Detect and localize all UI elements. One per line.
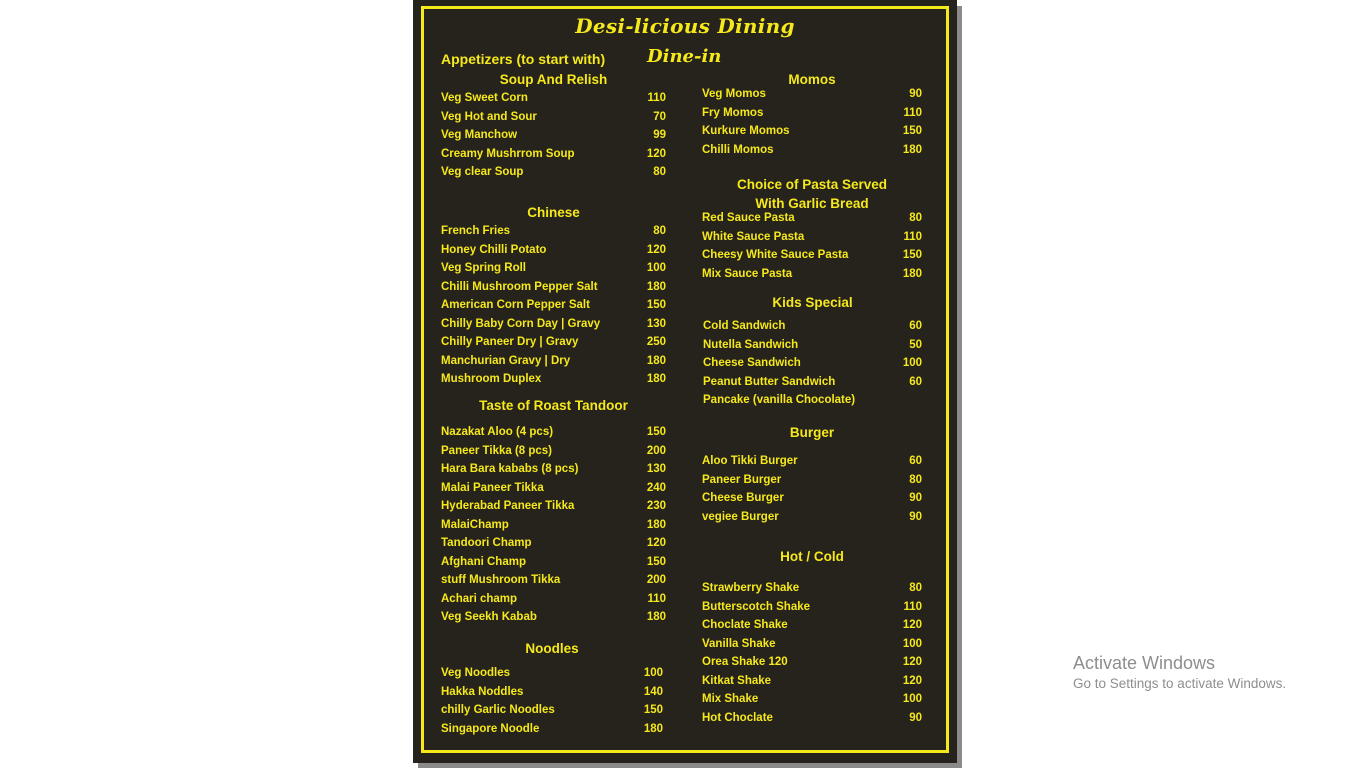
menu-item-price: 120 <box>646 537 666 549</box>
menu-item <box>702 228 922 247</box>
pasta-heading-line2: With Garlic Bread <box>755 196 869 211</box>
menu-item-price: 50 <box>909 338 922 351</box>
menu-item-price: 150 <box>902 249 922 261</box>
menu-item-name: Chilly Baby Corn Day | Gravy <box>441 317 601 330</box>
menu-title: Desi-licious Dining <box>575 14 795 38</box>
menu-item-name: Cheese Burger <box>702 492 784 504</box>
menu-item-name: Mix Shake <box>702 693 759 705</box>
menu-item-name: Honey Chilli Potato <box>441 243 547 256</box>
menu-item-name: Chilli Mushroom Pepper Salt <box>441 280 598 293</box>
menu-item-name: Peanut Butter Sandwich <box>703 375 836 388</box>
menu-item-name: Veg clear Soup <box>441 166 524 178</box>
menu-item-price: 180 <box>902 267 922 280</box>
menu-item-price: 120 <box>646 147 666 160</box>
menu-item-name: MalaiChamp <box>441 518 509 531</box>
menu-item-price: 180 <box>646 354 666 367</box>
kids-heading: Kids Special <box>772 295 853 310</box>
menu-item-price: 110 <box>903 106 922 119</box>
menu-item-price: 80 <box>909 582 922 594</box>
menu-item-price: 150 <box>902 125 922 137</box>
menu-item-name: Afghani Champ <box>441 555 526 568</box>
menu-item <box>441 126 666 145</box>
menu-item <box>441 352 666 371</box>
menu-item-price: 130 <box>646 317 666 330</box>
menu-item-name: Cheese Sandwich <box>703 357 801 369</box>
soup-heading: Soup And Relish <box>499 72 608 87</box>
menu-item-price: 120 <box>646 243 666 256</box>
menu-item-name: Hakka Noddles <box>441 685 524 698</box>
menu-item <box>441 460 666 479</box>
menu-item <box>702 653 922 672</box>
menu-item-price: 200 <box>646 574 666 586</box>
momos-section <box>702 70 922 159</box>
menu-item-name: Veg Spring Roll <box>441 262 526 274</box>
menu-item-price: 150 <box>646 426 666 438</box>
watermark-title: Activate Windows <box>1073 653 1216 673</box>
menu-item-name: Butterscotch Shake <box>702 600 811 613</box>
menu-item-price: 120 <box>902 674 922 687</box>
appetizers-label: Appetizers (to start with) <box>441 51 606 67</box>
menu-item-name: Strawberry Shake <box>702 582 800 594</box>
menu-item <box>441 241 666 260</box>
menu-item-price: 200 <box>646 444 666 457</box>
menu-item <box>441 278 666 297</box>
menu-item <box>702 122 922 141</box>
soup-section <box>441 70 666 182</box>
menu-item-name: Manchurian Gravy | Dry <box>441 354 571 367</box>
menu-item-price: 80 <box>909 212 922 224</box>
menu-item-name: Hyderabad Paneer Tikka <box>441 500 575 512</box>
menu-item-name: Mix Sauce Pasta <box>702 267 793 280</box>
menu-item-price: 90 <box>909 88 922 100</box>
menu-item-name: Orea Shake 120 <box>702 656 788 668</box>
menu-item <box>702 141 922 160</box>
menu-item-price: 80 <box>909 473 922 486</box>
menu-item-name: Pancake (vanilla Chocolate) <box>703 394 856 406</box>
menu-item-price: 100 <box>646 262 666 274</box>
menu-item <box>702 85 922 104</box>
menu-item-name: Chilly Paneer Dry | Gravy <box>441 336 579 348</box>
menu-item-price: 100 <box>643 667 663 679</box>
menu-item-name: White Sauce Pasta <box>702 230 805 243</box>
menu-item-name: French Fries <box>441 225 511 237</box>
menu-item-name: Veg Momos <box>702 88 766 100</box>
menu-item-name: Kurkure Momos <box>702 125 790 137</box>
tandoor-heading: Taste of Roast Tandoor <box>479 398 628 413</box>
menu-item-name: Creamy Mushrrom Soup <box>441 147 575 160</box>
menu-item-name: Chilli Momos <box>702 143 774 156</box>
menu-item-price: 90 <box>909 711 922 724</box>
menu-item-name: Veg Seekh Kabab <box>441 611 537 623</box>
menu-item <box>702 265 922 284</box>
menu-page <box>413 0 957 763</box>
menu-item <box>702 508 922 527</box>
menu-item-price: 150 <box>646 299 666 311</box>
menu-item-price: 180 <box>646 611 666 623</box>
menu-item-name: Veg Sweet Corn <box>441 92 528 104</box>
tandoor-section <box>441 396 666 627</box>
menu-item <box>441 701 663 720</box>
menu-item-price: 180 <box>646 280 666 293</box>
menu-item-name: Veg Hot and Sour <box>441 110 537 123</box>
menu-item <box>441 145 666 164</box>
menu-item-price: 100 <box>902 637 922 650</box>
menu-item <box>703 317 922 336</box>
menu-item <box>441 664 663 683</box>
menu-item-price: 230 <box>646 500 666 512</box>
menu-item-price: 90 <box>909 510 922 523</box>
menu-item <box>441 259 666 278</box>
burger-section <box>702 423 922 526</box>
menu-item-name: Tandoori Champ <box>441 537 532 549</box>
menu-item <box>441 333 666 352</box>
menu-item-price: 100 <box>902 357 922 369</box>
menu-item-name: Cheesy White Sauce Pasta <box>702 249 849 261</box>
menu-item-name: Veg Manchow <box>441 129 518 141</box>
noodles-section <box>441 639 663 738</box>
menu-item <box>702 104 922 123</box>
shakes-heading: Hot / Cold <box>780 549 844 564</box>
menu-item-price: 240 <box>646 481 666 494</box>
menu-item-price: 60 <box>909 320 922 332</box>
menu-item <box>703 336 922 355</box>
menu-item <box>441 497 666 516</box>
menu-item-price: 60 <box>909 375 922 388</box>
menu-item <box>703 373 922 392</box>
menu-item <box>702 690 922 709</box>
menu-item-name: Malai Paneer Tikka <box>441 481 544 494</box>
menu-item-price: 250 <box>646 336 666 348</box>
menu-item <box>702 471 922 490</box>
menu-item-price: 180 <box>643 722 663 735</box>
menu-item-name: Hara Bara kababs (8 pcs) <box>441 463 579 475</box>
menu-item-name: Nazakat Aloo (4 pcs) <box>441 426 554 438</box>
menu-item <box>702 579 922 598</box>
menu-item <box>441 479 666 498</box>
menu-item-name: Hot Choclate <box>702 711 773 724</box>
menu-item-price: 150 <box>646 555 666 568</box>
menu-item-price: 90 <box>909 492 922 504</box>
watermark-subtitle: Go to Settings to activate Windows. <box>1073 676 1287 691</box>
burger-heading: Burger <box>789 425 835 440</box>
menu-item-name: stuff Mushroom Tikka <box>441 574 561 586</box>
menu-item <box>441 296 666 315</box>
noodles-heading: Noodles <box>525 641 579 656</box>
menu-item-name: Achari champ <box>441 592 518 605</box>
menu-item <box>703 391 922 410</box>
menu-item-name: American Corn Pepper Salt <box>441 299 590 311</box>
menu-item-name: Kitkat Shake <box>702 674 772 687</box>
menu-item-name: Cold Sandwich <box>703 320 786 332</box>
menu-item <box>702 709 922 728</box>
menu-item-name: Singapore Noodle <box>441 722 540 735</box>
menu-item-price: 180 <box>902 143 922 156</box>
menu-item <box>441 423 666 442</box>
menu-item-price: 99 <box>653 129 666 141</box>
menu-item <box>441 222 666 241</box>
menu-item-name: Choclate Shake <box>702 619 788 631</box>
menu-item <box>702 209 922 228</box>
menu-item <box>702 616 922 635</box>
menu-item-name: Aloo Tikki Burger <box>702 455 798 467</box>
menu-item-price: 120 <box>902 619 922 631</box>
menu-item-name: Fry Momos <box>702 106 764 119</box>
menu-item <box>441 370 666 389</box>
menu-item <box>441 534 666 553</box>
pasta-heading-line1: Choice of Pasta Served <box>736 177 888 192</box>
pasta-section <box>702 175 922 283</box>
menu-item-price: 110 <box>647 92 666 104</box>
menu-item-name: Paneer Burger <box>702 473 782 486</box>
menu-item <box>441 163 666 182</box>
menu-item <box>702 452 922 471</box>
menu-item-price: 80 <box>653 225 666 237</box>
menu-item <box>702 246 922 265</box>
menu-item <box>441 720 663 739</box>
kids-section <box>703 293 922 410</box>
menu-item <box>441 590 666 609</box>
menu-item <box>441 315 666 334</box>
menu-item <box>441 108 666 127</box>
menu-item-price: 180 <box>646 373 666 385</box>
menu-item-price: 110 <box>647 592 666 605</box>
menu-item-name: vegiee Burger <box>702 510 779 523</box>
activate-windows-watermark <box>1073 652 1286 694</box>
menu-item <box>702 635 922 654</box>
menu-item-price: 140 <box>643 685 663 698</box>
menu-item-name: Mushroom Duplex <box>441 373 542 385</box>
menu-item-name: Nutella Sandwich <box>703 338 799 351</box>
momos-heading: Momos <box>788 72 836 87</box>
menu-item <box>702 489 922 508</box>
menu-item-price: 120 <box>902 656 922 668</box>
menu-item <box>702 672 922 691</box>
menu-item <box>441 553 666 572</box>
menu-item-price: 60 <box>909 455 922 467</box>
menu-item-price: 100 <box>902 693 922 705</box>
menu-item-price: 150 <box>643 704 663 716</box>
menu-item <box>441 683 663 702</box>
chinese-heading: Chinese <box>527 205 580 220</box>
menu-item-name: Paneer Tikka (8 pcs) <box>441 444 553 457</box>
menu-item-price: 130 <box>646 463 666 475</box>
menu-item-name: Red Sauce Pasta <box>702 212 795 224</box>
menu-item <box>441 89 666 108</box>
menu-item <box>441 516 666 535</box>
menu-item-price: 110 <box>903 230 922 243</box>
menu-item-price: 110 <box>903 600 922 613</box>
menu-subtitle: Dine-in <box>647 46 722 67</box>
menu-item-name: chilly Garlic Noodles <box>441 704 555 716</box>
menu-item <box>441 442 666 461</box>
menu-item <box>703 354 922 373</box>
menu-item <box>441 608 666 627</box>
menu-item-price: 180 <box>646 518 666 531</box>
menu-item <box>702 598 922 617</box>
menu-item <box>441 571 666 590</box>
chinese-section <box>441 203 666 389</box>
menu-item-name: Vanilla Shake <box>702 637 776 650</box>
menu-item-name: Veg Noodles <box>441 667 511 679</box>
menu-item-price: 70 <box>653 110 666 123</box>
shakes-section <box>702 547 922 727</box>
menu-item-price: 80 <box>653 166 666 178</box>
